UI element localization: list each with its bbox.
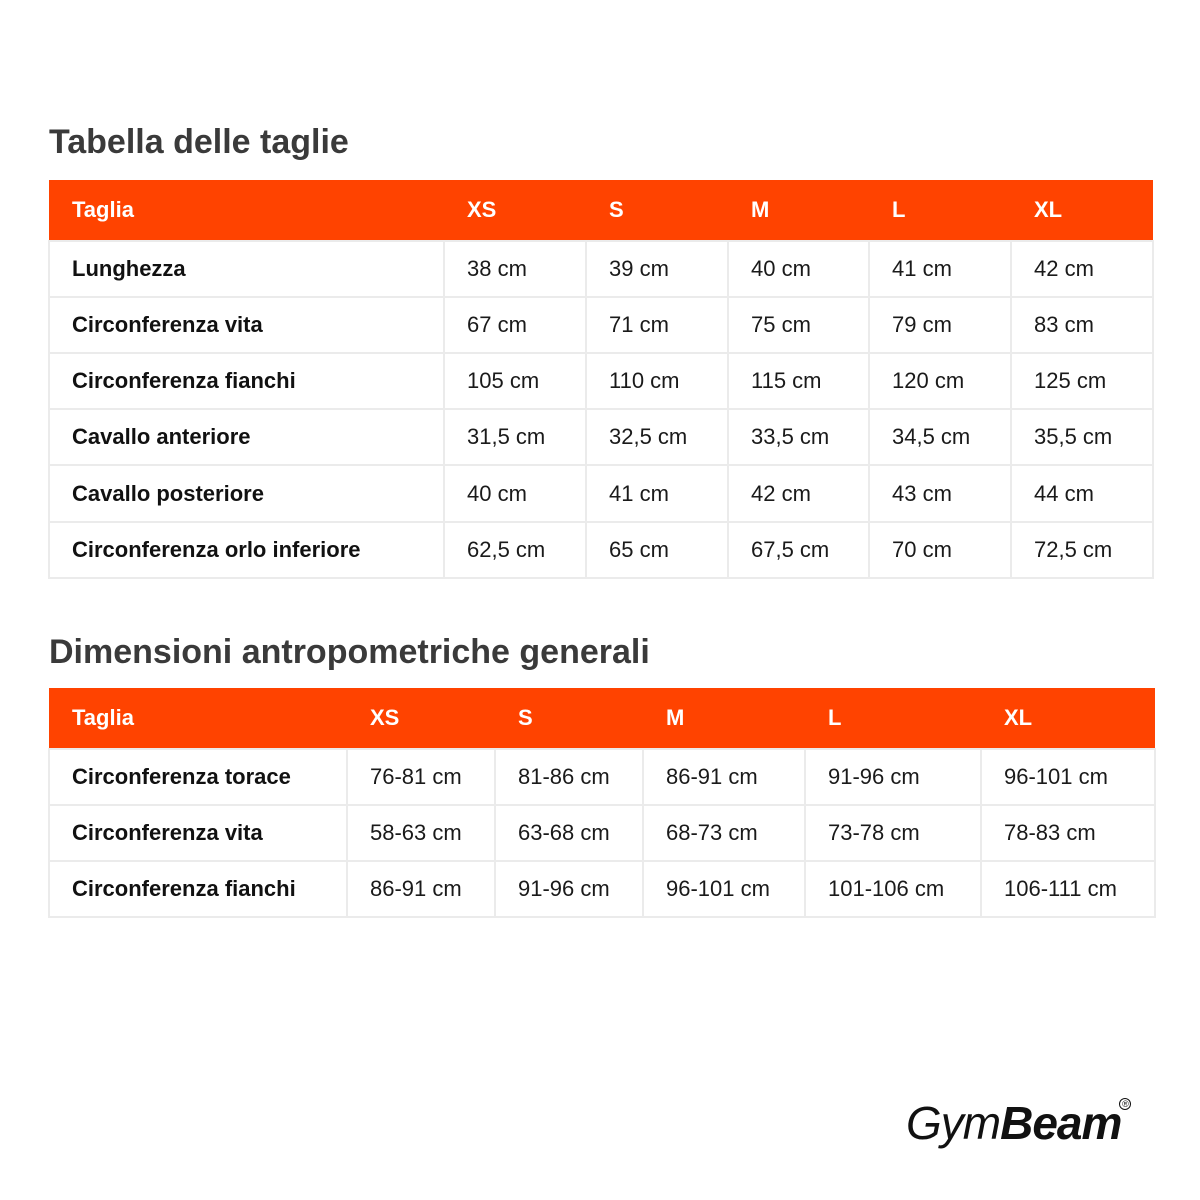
table-cell: 78-83 cm — [981, 805, 1155, 861]
table-cell: 115 cm — [728, 353, 869, 409]
column-header: L — [869, 180, 1011, 241]
table-cell: 31,5 cm — [444, 409, 586, 465]
table-cell: 86-91 cm — [643, 749, 805, 805]
table-cell: 91-96 cm — [495, 861, 643, 917]
column-header: XS — [347, 688, 495, 749]
table-cell: 40 cm — [444, 465, 586, 522]
column-header: M — [728, 180, 869, 241]
table-cell: 43 cm — [869, 465, 1011, 522]
table-cell: 34,5 cm — [869, 409, 1011, 465]
table-cell: 79 cm — [869, 297, 1011, 353]
column-header: XL — [1011, 180, 1153, 241]
table-cell: 72,5 cm — [1011, 522, 1153, 578]
table-cell: 71 cm — [586, 297, 728, 353]
table-cell: 120 cm — [869, 353, 1011, 409]
table-cell: 42 cm — [1011, 241, 1153, 297]
table-cell: 42 cm — [728, 465, 869, 522]
column-header: L — [805, 688, 981, 749]
table-row — [49, 749, 1155, 805]
table-cell: 96-101 cm — [981, 749, 1155, 805]
table-row — [49, 353, 1153, 409]
size-chart-title: Tabella delle taglie — [49, 123, 349, 161]
table-cell: 39 cm — [586, 241, 728, 297]
table-cell: 81-86 cm — [495, 749, 643, 805]
table-cell: 41 cm — [586, 465, 728, 522]
table-cell: 106-111 cm — [981, 861, 1155, 917]
table-cell: 63-68 cm — [495, 805, 643, 861]
table-header-row — [49, 180, 1153, 241]
table-cell: 40 cm — [728, 241, 869, 297]
column-header: Taglia — [49, 180, 444, 241]
logo-text-gym: Gym — [906, 1097, 1001, 1149]
anthropometric-title: Dimensioni antropometriche generali — [49, 633, 650, 671]
table-cell: 83 cm — [1011, 297, 1153, 353]
table-cell: 38 cm — [444, 241, 586, 297]
table-cell: 125 cm — [1011, 353, 1153, 409]
row-label: Circonferenza vita — [49, 805, 347, 861]
row-label: Circonferenza torace — [49, 749, 347, 805]
table-cell: 44 cm — [1011, 465, 1153, 522]
table-cell: 73-78 cm — [805, 805, 981, 861]
row-label: Circonferenza fianchi — [49, 861, 347, 917]
table-cell: 110 cm — [586, 353, 728, 409]
table-cell: 68-73 cm — [643, 805, 805, 861]
table-row — [49, 861, 1155, 917]
column-header: S — [586, 180, 728, 241]
table-cell: 65 cm — [586, 522, 728, 578]
table-row — [49, 241, 1153, 297]
table-cell: 70 cm — [869, 522, 1011, 578]
table-cell: 96-101 cm — [643, 861, 805, 917]
table-cell: 33,5 cm — [728, 409, 869, 465]
table-cell: 35,5 cm — [1011, 409, 1153, 465]
column-header: XL — [981, 688, 1155, 749]
table-row — [49, 805, 1155, 861]
row-label: Lunghezza — [49, 241, 444, 297]
table-cell: 76-81 cm — [347, 749, 495, 805]
size-chart-table — [48, 180, 1154, 579]
row-label: Cavallo posteriore — [49, 465, 444, 522]
table-cell: 67,5 cm — [728, 522, 869, 578]
row-label: Circonferenza fianchi — [49, 353, 444, 409]
registered-mark-icon: ® — [1119, 1098, 1131, 1110]
column-header: XS — [444, 180, 586, 241]
table-row — [49, 465, 1153, 522]
anthropometric-table — [48, 688, 1156, 918]
table-cell: 86-91 cm — [347, 861, 495, 917]
table-cell: 101-106 cm — [805, 861, 981, 917]
column-header: S — [495, 688, 643, 749]
gymbeam-logo — [906, 1096, 1129, 1150]
table-cell: 91-96 cm — [805, 749, 981, 805]
column-header: M — [643, 688, 805, 749]
table-row — [49, 297, 1153, 353]
table-cell: 105 cm — [444, 353, 586, 409]
table-cell: 58-63 cm — [347, 805, 495, 861]
row-label: Cavallo anteriore — [49, 409, 444, 465]
table-cell: 75 cm — [728, 297, 869, 353]
table-row — [49, 409, 1153, 465]
row-label: Circonferenza orlo inferiore — [49, 522, 444, 578]
table-cell: 32,5 cm — [586, 409, 728, 465]
table-cell: 41 cm — [869, 241, 1011, 297]
logo-text-beam: Beam — [1000, 1097, 1122, 1149]
column-header: Taglia — [49, 688, 347, 749]
table-row — [49, 522, 1153, 578]
table-header-row — [49, 688, 1155, 749]
table-cell: 67 cm — [444, 297, 586, 353]
row-label: Circonferenza vita — [49, 297, 444, 353]
table-cell: 62,5 cm — [444, 522, 586, 578]
